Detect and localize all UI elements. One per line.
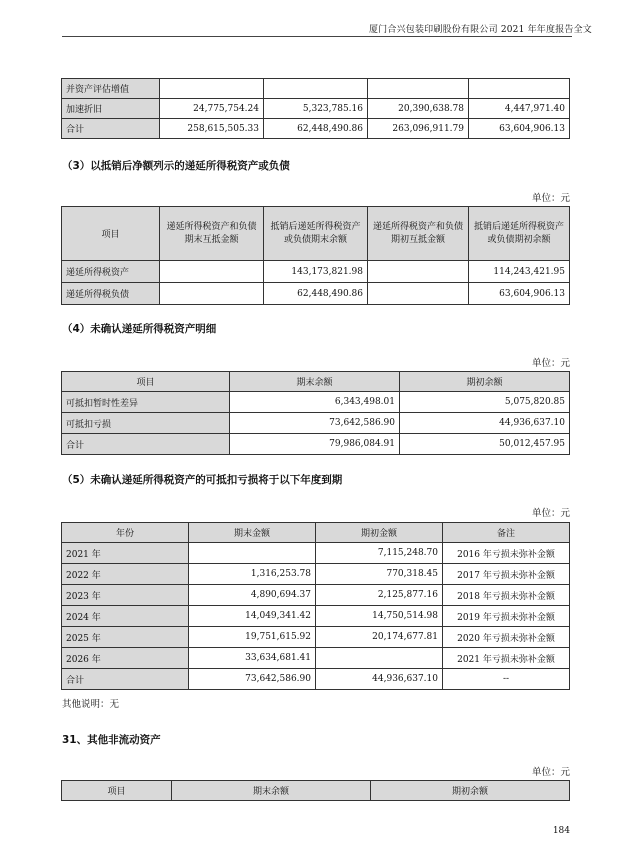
table-cell: 44,936,637.10 [400,413,570,434]
column-header: 项目 [62,781,172,801]
row-label: 并资产评估增值 [62,79,160,99]
table-header-row [62,372,570,392]
table-row [62,627,570,648]
deferred-tax-continuation-table [61,78,570,139]
table-row [62,648,570,669]
table-cell: 50,012,457.95 [400,434,570,455]
row-label: 合计 [62,669,189,690]
row-label: 合计 [62,434,230,455]
column-header: 抵销后递延所得税资产或负债期初余额 [469,207,570,261]
table-cell [189,543,316,564]
row-label: 递延所得税资产 [62,261,160,283]
table-cell: 114,243,421.95 [469,261,570,283]
section-title: （5）未确认递延所得税资产的可抵扣亏损将于以下年度到期 [62,474,343,486]
unrecognized-deferred-tax-table [61,371,570,455]
table-cell: 2016 年亏损未弥补金额 [443,543,570,564]
table-row [62,434,570,455]
table-cell [160,261,264,283]
offset-deferred-tax-table [61,206,570,305]
table-cell: 14,750,514.98 [316,606,443,627]
section-title: （4）未确认递延所得税资产明细 [62,323,217,335]
row-label: 2022 年 [62,564,189,585]
column-header: 期末余额 [172,781,371,801]
row-label: 可抵扣亏损 [62,413,230,434]
row-label: 2024 年 [62,606,189,627]
column-header: 备注 [443,523,570,543]
table-cell: 5,075,820.85 [400,392,570,413]
row-label: 2023 年 [62,585,189,606]
table-cell: -- [443,669,570,690]
table-cell: 2018 年亏损未弥补金额 [443,585,570,606]
row-label: 加速折旧 [62,99,160,119]
table-cell: 2,125,877.16 [316,585,443,606]
table-header-row [62,207,570,261]
column-header: 递延所得税资产和负债期初互抵金额 [368,207,469,261]
table-row [62,392,570,413]
table-row [62,606,570,627]
table-cell [368,283,469,305]
section-title: 31、其他非流动资产 [62,734,161,746]
table-cell: 263,096,911.79 [368,119,469,139]
table-cell: 4,447,971.40 [469,99,570,119]
table-cell: 63,604,906.13 [469,119,570,139]
table-cell [368,79,469,99]
unit-label: 单位：元 [531,767,570,778]
table-cell: 19,751,615.92 [189,627,316,648]
table-cell: 73,642,586.90 [189,669,316,690]
table-row [62,669,570,690]
table-cell [316,648,443,669]
table-row [62,564,570,585]
table-row [62,99,570,119]
unit-label: 单位：元 [531,508,570,519]
table-header-row [62,523,570,543]
table-cell: 258,615,505.33 [160,119,264,139]
column-header: 期末余额 [230,372,400,392]
table-cell: 73,642,586.90 [230,413,400,434]
table-cell [160,79,264,99]
table-cell: 2019 年亏损未弥补金额 [443,606,570,627]
table-cell: 6,343,498.01 [230,392,400,413]
page-number: 184 [552,826,570,836]
column-header: 期初余额 [400,372,570,392]
table-cell: 4,890,694.37 [189,585,316,606]
table-cell: 7,115,248.70 [316,543,443,564]
table-cell: 2020 年亏损未弥补金额 [443,627,570,648]
table-row [62,413,570,434]
table-cell: 770,318.45 [316,564,443,585]
table-row [62,283,570,305]
other-note: 其他说明：无 [62,699,120,710]
column-header: 期末金额 [189,523,316,543]
table-cell: 20,174,677.81 [316,627,443,648]
row-label: 2025 年 [62,627,189,648]
table-row [62,119,570,139]
row-label: 2026 年 [62,648,189,669]
table-cell: 44,936,637.10 [316,669,443,690]
other-noncurrent-assets-table [61,780,570,801]
table-cell: 63,604,906.13 [469,283,570,305]
table-cell: 1,316,253.78 [189,564,316,585]
column-header: 期初余额 [371,781,570,801]
column-header: 递延所得税资产和负债期末互抵金额 [160,207,264,261]
unit-label: 单位：元 [531,193,570,204]
table-cell [160,283,264,305]
table-cell [368,261,469,283]
table-cell: 20,390,638.78 [368,99,469,119]
row-label: 可抵扣暂时性差异 [62,392,230,413]
table-cell: 62,448,490.86 [264,283,368,305]
column-header: 年份 [62,523,189,543]
table-cell: 2021 年亏损未弥补金额 [443,648,570,669]
table-header-row [62,781,570,801]
row-label: 2021 年 [62,543,189,564]
table-cell: 24,775,754.24 [160,99,264,119]
table-cell: 79,986,084.91 [230,434,400,455]
column-header: 期初金额 [316,523,443,543]
loss-expiry-table [61,522,570,690]
table-cell: 33,634,681.41 [189,648,316,669]
table-cell: 62,448,490.86 [264,119,368,139]
table-row [62,79,570,99]
unit-label: 单位：元 [531,358,570,369]
column-header: 抵销后递延所得税资产或负债期末余额 [264,207,368,261]
table-cell: 2017 年亏损未弥补金额 [443,564,570,585]
table-row [62,261,570,283]
table-cell: 14,049,341.42 [189,606,316,627]
table-row [62,585,570,606]
header-divider [62,36,572,37]
column-header: 项目 [62,372,230,392]
section-title: （3）以抵销后净额列示的递延所得税资产或负债 [62,160,290,172]
table-row [62,543,570,564]
table-cell [469,79,570,99]
column-header: 项目 [62,207,160,261]
table-cell: 143,173,821.98 [264,261,368,283]
report-header-title: 厦门合兴包装印刷股份有限公司 2021 年年度报告全文 [368,25,592,35]
row-label: 递延所得税负债 [62,283,160,305]
row-label: 合计 [62,119,160,139]
table-cell [264,79,368,99]
table-cell: 5,323,785.16 [264,99,368,119]
